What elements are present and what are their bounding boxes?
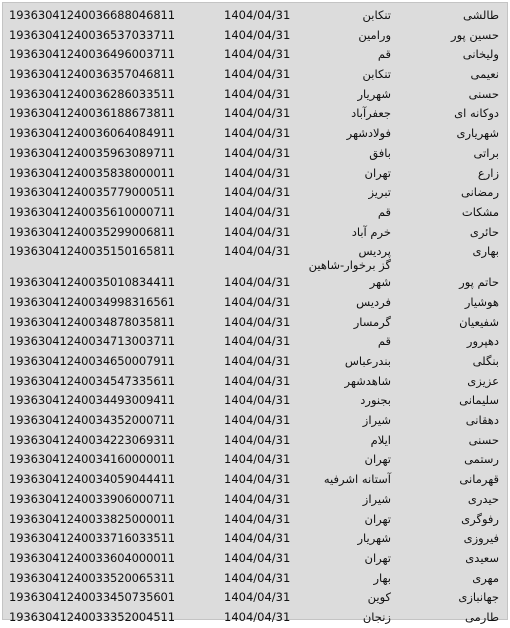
record-row [3, 529, 507, 549]
record-date: 1404/04/31 [224, 47, 291, 62]
record-name: سعیدی [465, 550, 499, 565]
record-code: 19363041240034160000011 [9, 452, 175, 467]
record-code: 19363041240034352000711 [9, 413, 175, 428]
record-city: تهران [364, 550, 391, 565]
record-row [3, 223, 507, 243]
record-name: مهری [472, 570, 499, 585]
record-date: 1404/04/31 [224, 531, 291, 546]
record-row [3, 332, 507, 352]
record-city: قم [377, 334, 391, 349]
record-city: ورامین [358, 27, 391, 42]
record-row [3, 549, 507, 569]
record-date: 1404/04/31 [224, 224, 291, 239]
record-code: 19363041240035963089711 [9, 145, 175, 160]
record-code: 19363041240036064084911 [9, 126, 175, 141]
record-date: 1404/04/31 [224, 393, 291, 408]
record-date: 1404/04/31 [224, 590, 291, 605]
record-row [3, 183, 507, 203]
record-date: 1404/04/31 [224, 314, 291, 329]
record-date: 1404/04/31 [224, 185, 291, 200]
record-row [3, 242, 507, 273]
record-city: شیراز [362, 413, 391, 428]
record-row [3, 144, 507, 164]
record-name: حاتم پور [459, 275, 499, 290]
record-name: دهپرور [466, 334, 499, 349]
record-code: 19363041240036688046811 [9, 8, 175, 22]
record-city: شاهدشهر [344, 373, 391, 388]
record-name: مشکات [461, 204, 499, 219]
record-row [3, 431, 507, 451]
record-name: حیدری [467, 491, 499, 506]
record-date: 1404/04/31 [224, 106, 291, 121]
record-city: کوین [367, 590, 391, 605]
record-city: فردیس [356, 294, 391, 309]
record-name: فیروزی [463, 531, 499, 546]
record-code: 19363041240035610000711 [9, 204, 175, 219]
record-name: بهاری [472, 244, 499, 259]
record-city: شهریار [357, 86, 391, 101]
record-row [3, 510, 507, 530]
record-code: 19363041240033906000711 [9, 491, 175, 506]
record-code: 19363041240035779000511 [9, 185, 175, 200]
record-row [3, 372, 507, 392]
record-city: شهر [369, 275, 391, 290]
record-row [3, 203, 507, 223]
record-date: 1404/04/31 [224, 354, 291, 368]
record-name: شهریاری [456, 126, 499, 141]
record-row [3, 450, 507, 470]
record-date: 1404/04/31 [224, 244, 291, 259]
record-code: 19363041240034493009411 [9, 393, 175, 408]
record-city: آستانه اشرفیه [323, 472, 391, 487]
record-name: حسین پور [451, 27, 499, 42]
record-code: 19363041240034223069311 [9, 432, 175, 447]
record-row [3, 85, 507, 105]
record-date: 1404/04/31 [224, 570, 291, 585]
record-city: ایلام [370, 432, 391, 447]
record-row [3, 164, 507, 184]
record-name: جهانبازی [458, 590, 499, 605]
record-name: دهقانی [465, 413, 499, 428]
record-city: گرمسار [353, 314, 391, 329]
record-name: رمضانی [461, 185, 499, 200]
record-name: حسنی [468, 432, 499, 447]
records-sheet [2, 2, 508, 624]
record-code: 19363041240036357046811 [9, 67, 175, 82]
record-name: طالشی [462, 8, 499, 22]
record-date: 1404/04/31 [224, 511, 291, 526]
record-date: 1404/04/31 [224, 373, 291, 388]
record-name: دوکانه ای [454, 106, 499, 121]
record-code: 19363041240034547335611 [9, 373, 175, 388]
record-city: بندرعباس [344, 354, 391, 368]
record-city: پردیس [358, 244, 391, 259]
record-city: فولادشهر [346, 126, 391, 141]
record-code: 19363041240034713003711 [9, 334, 175, 349]
record-name: نعیمی [470, 67, 499, 82]
record-name: قهرمانی [459, 472, 499, 487]
record-code: 19363041240036496003711 [9, 47, 175, 62]
record-city-secondary: گز برخوار-شاهین [308, 258, 391, 273]
record-code: 19363041240035150165811 [9, 244, 175, 259]
record-date: 1404/04/31 [224, 294, 291, 309]
record-row [3, 608, 507, 628]
record-row [3, 470, 507, 490]
record-city: بافق [369, 145, 391, 160]
record-code: 19363041240034650007911 [9, 354, 175, 368]
record-row [3, 65, 507, 85]
record-date: 1404/04/31 [224, 275, 291, 290]
record-code: 19363041240035010834411 [9, 275, 175, 290]
record-city: تنکابن [362, 67, 391, 82]
record-row [3, 411, 507, 431]
record-city: شیراز [362, 491, 391, 506]
record-date: 1404/04/31 [224, 8, 291, 22]
record-date: 1404/04/31 [224, 472, 291, 487]
record-date: 1404/04/31 [224, 27, 291, 42]
record-city: تنکابن [362, 8, 391, 22]
record-row [3, 352, 507, 372]
record-code: 19363041240033520065311 [9, 570, 175, 585]
record-name: بنگلی [472, 354, 499, 368]
record-name: عزیزی [467, 373, 499, 388]
record-row [3, 391, 507, 411]
record-row [3, 588, 507, 608]
record-city: جعفرآباد [351, 106, 391, 121]
record-code: 19363041240034878035811 [9, 314, 175, 329]
record-code: 19363041240035299006811 [9, 224, 175, 239]
record-date: 1404/04/31 [224, 126, 291, 141]
record-code: 19363041240036188673811 [9, 106, 175, 121]
records-list [3, 6, 507, 628]
record-row [3, 124, 507, 144]
record-row [3, 273, 507, 293]
record-name: حائری [469, 224, 499, 239]
record-date: 1404/04/31 [224, 145, 291, 160]
record-date: 1404/04/31 [224, 432, 291, 447]
record-date: 1404/04/31 [224, 550, 291, 565]
record-code: 19363041240034059044411 [9, 472, 175, 487]
record-row [3, 6, 507, 26]
record-city: زنجان [362, 609, 391, 624]
record-date: 1404/04/31 [224, 413, 291, 428]
record-code: 19363041240033825000011 [9, 511, 175, 526]
record-city: شهریار [357, 531, 391, 546]
record-name: براتی [473, 145, 499, 160]
record-code: 19363041240036286033511 [9, 86, 175, 101]
record-name: طارمی [465, 609, 499, 624]
record-code: 19363041240036537033711 [9, 27, 175, 42]
record-row [3, 26, 507, 46]
record-city: بهار [373, 570, 391, 585]
record-name: رستمی [464, 452, 499, 467]
record-code: 19363041240033716033511 [9, 531, 175, 546]
record-name: هوشیار [464, 294, 499, 309]
record-city: تبریز [368, 185, 391, 200]
record-code: 19363041240034998316561 [9, 294, 175, 309]
record-date: 1404/04/31 [224, 609, 291, 624]
record-name: حسنی [468, 86, 499, 101]
record-code: 19363041240033450735601 [9, 590, 175, 605]
record-date: 1404/04/31 [224, 491, 291, 506]
record-city: تهران [364, 511, 391, 526]
record-date: 1404/04/31 [224, 86, 291, 101]
record-name: شفیعیان [459, 314, 499, 329]
record-city: قم [377, 204, 391, 219]
record-city: قم [377, 47, 391, 62]
record-name: سلیمانی [459, 393, 499, 408]
record-row [3, 45, 507, 65]
record-date: 1404/04/31 [224, 165, 291, 180]
record-date: 1404/04/31 [224, 204, 291, 219]
record-name: زارع [477, 165, 499, 180]
record-row [3, 293, 507, 313]
record-city: تهران [364, 452, 391, 467]
record-code: 19363041240035838000011 [9, 165, 175, 180]
record-row [3, 313, 507, 333]
record-code: 19363041240033604000011 [9, 550, 175, 565]
record-code: 19363041240033352004511 [9, 609, 175, 624]
record-city: خرم آباد [351, 224, 391, 239]
record-city: بجنورد [360, 393, 391, 408]
record-name: رفوگری [461, 511, 499, 526]
record-row [3, 490, 507, 510]
record-row [3, 104, 507, 124]
record-date: 1404/04/31 [224, 452, 291, 467]
record-row [3, 569, 507, 589]
record-name: ولیخانی [462, 47, 499, 62]
record-city: تهران [364, 165, 391, 180]
record-date: 1404/04/31 [224, 67, 291, 82]
record-date: 1404/04/31 [224, 334, 291, 349]
